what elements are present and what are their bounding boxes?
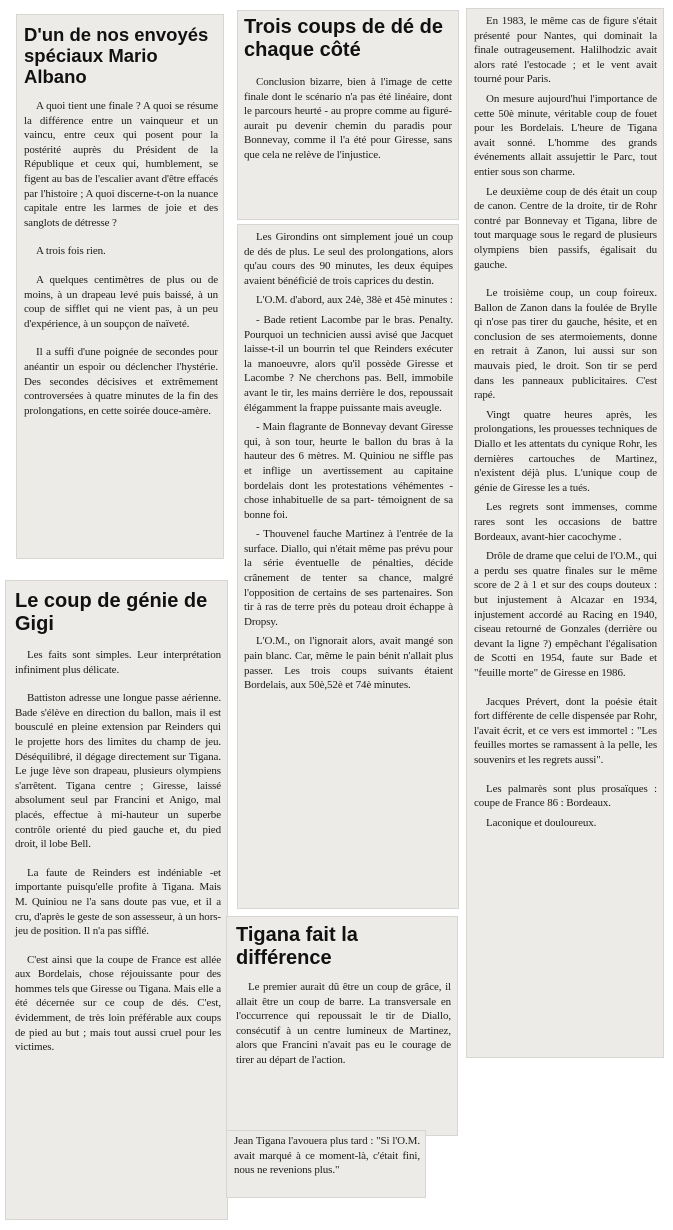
paragraph: Il a suffi d'une poignée de secondes pour anéantir un espoir ou déclencher l'hystérie. Des secondes décisives et extrêmement controversées à quatre minutes de la fin des prolongations, en cette soirée douce-amère. [24,346,218,417]
paragraph: Les regrets sont immenses, comme rares sont les occasions de battre Bordeaux, avant-hier cacochyme . [474,501,657,543]
clipping-trois-coups [237,10,459,220]
paragraph: A quoi tient une finale ? A quoi se résume la différence entre un vainqueur et un vaincu, entre ceux qui posent pour la postérité auprès du Président de la République et ceux qui, humblement, se figent au bas de l'escalier avant d'être effacés par l'histoire ; A quoi discerne-t-on la nuance capitale entre les larmes de joie et des sanglots de détresse ? [24,100,218,229]
paragraph: La faute de Reinders est indéniable -et importante puisqu'elle profite à Tigana. Mais M. Quiniou ne l'a sans doute pas vue, et il a cru, d'après le geste de son assesseur, à un hors-jeu de position. Il n'a pas sifflé. [15,866,221,938]
paragraph: Laconique et douloureux. [486,816,597,829]
paragraph: Les faits sont simples. Leur interprétation infiniment plus délicate. [15,649,221,676]
paragraph: C'est ainsi que la coupe de France est allée aux Bordelais, chose réjouissante pour des hommes tels que Giresse ou Tigana. Mais elle a été décernée sur ce coup de dés. C'est, évidemment, de très loin préférable aux coups de pied au but ; mais tout aussi cruel pour les victimes. [15,953,221,1054]
paragraph: Les Girondins ont simplement joué un coup de dés de plus. Le seul des prolongations, alors qu'au cours des 90 minutes, les deux équipes avaient bénéficié de trois caprices du destin. [244,231,453,287]
paragraph: Le premier aurait dû être un coup de grâce, il allait être un coup de barre. La transversale en l'occurrence qui repoussait le tir de Diallo, consécutif à un centre lumineux de Martinez, alors que Francini n'avait pas eu le courage de tirer au départ de l'action. [236,981,451,1066]
paragraph: L'O.M., on l'ignorait alors, avait mangé son pain blanc. Car, même le pain bénit n'allait plus passer. Les trois coups suivants étaient Bordelais, aux 50è,52è et 74è minutes. [244,635,453,692]
paragraph: A trois fois rien. [36,245,106,258]
clipping-coup-de-genie [5,580,228,1220]
clipping-tigana-quote [226,1130,426,1198]
paragraph: Le deuxième coup de dés était un coup de canon. Centre de la droite, tir de Rohr contré par Bonnevay et Tigana, libre de tout marquage sous le regard de plusieurs olympiens bien passifs, égalisait du gauche. [474,185,657,271]
paragraph: - Main flagrante de Bonnevay devant Giresse qui, à son tour, heurte le ballon du bras à la hauteur des 6 mètres. M. Quiniou ne siffle pas et inflige un avertissement au capitaine bordelais dont les protestations véhémentes -chose inhabituelle de sa part- témoignent de sa bonne foi. [244,421,453,521]
paragraph: A quelques centimètres de plus ou de moins, à un drapeau levé puis baissé, à un coup de sifflet qui ne vient pas, à un peu d'expérience, à un soupçon de naïveté. [24,273,218,330]
paragraph: Jacques Prévert, dont la poésie était fort différente de celle dispensée par Rohr, l'avait écrit, et ce vers est immortel : "Les feuilles mortes se ramassent à la pelle, les souvenirs et les regrets aussi". [474,695,657,766]
paragraph: Drôle de drame que celui de l'O.M., qui a perdu ses quatre finales sur le même score de 2 à 1 et sur des coups douteux : but injustement à Alcazar en 1934, injustement accordé au Racing en 1940, ciseau retourné de Gonzales (derrière ou devant la ligne ?) empêchant l'égalisation de Scotti en 1954, faute sur Bade et "feuille morte" de Giresse en 1986. [474,550,657,679]
clipping-tigana-difference [226,916,458,1136]
clipping-right-column [466,8,664,1058]
clipping-mario-albano [16,14,224,559]
paragraph: Vingt quatre heures après, les prolongations, les prouesses techniques de Diallo et les attentats du cynique Rohr, les dernières cartouches de Martinez, n'existent déjà plus. L'unique coup de génie de Giresse les a tués. [474,408,657,494]
paragraph: Conclusion bizarre, bien à l'image de cette finale dont le scénario n'a pas été linéaire, dont le parcours heurté - au propre comme au figuré- aurait pu devenir chemin du paradis pour Bonnevay, comme il l'a été pour Giresse, sans que cela ne relève de l'injustice. [244,76,452,161]
paragraph: Le troisième coup, un coup foireux. Ballon de Zanon dans la foulée de Brylle qi n'ose pas tirer du gauche, hésite, et en conclusion de ses atermoiements, donne en retrait à Zanon, lui aussi sur son mauvais pied, le droit. Son tir se perd dans les panneaux publicitaires. C'est rapé. [474,287,657,402]
clipping-girondins [237,224,459,909]
headline: Trois coups de dé de chaque côté [244,16,443,61]
paragraph: - Bade retient Lacombe par le bras. Penalty. Pourquoi un technicien aussi avisé que Jacquet laisse-t-il un bourrin tel que Reinders exécuter la manoeuvre, alors qu'il possède Giresse et Lacombe ? Ne cherchons pas. Bell, immobile avant le tir, les mains derrière le dos, repoussait élégamment la frappe puissante mais aveugle. [244,313,453,414]
headline: Le coup de génie de Gigi [15,590,208,635]
paragraph: En 1983, le même cas de figure s'était présenté pour Nantes, qui dominait la finale outrageusement. Halilhodzic avait alors raté l'estocade ; et le vent avait tourné pour Paris. [474,15,657,86]
paragraph: Jean Tigana l'avouera plus tard : "Si l'O.M. avait marqué à ce moment-là, c'était fini, nous ne revenions plus." [234,1135,420,1177]
paragraph: Battiston adresse une longue passe aérienne. Bade s'élève en direction du ballon, mais il est bousculé en pleine extension par Reinders qui le projette hors des limites du champ de jeu. Déséquilibré, il dégage directement sur Tigana. Le juge lève son drapeau, plusieurs olympiens s'arrêtent. Tigana centre ; Giresse, laissé absolument seul par Francini et Anigo, mal placés, effectue à mi-hauteur un superbe contrôle orienté du pied gauche et, du pied droit, il lobe Bell. [15,692,221,851]
paragraph: - Thouvenel fauche Martinez à l'entrée de la surface. Diallo, qui n'était même pas prévu pour la série éventuelle de pénalties, décide crânement de tenter sa chance, malgré l'opposition de certains de ses partenaires. Son tir à ras de terre près du poteau droit échappe à Dropsy. [244,528,453,628]
paragraph: L'O.M. d'abord, aux 24è, 38è et 45è minutes : [256,294,453,307]
paragraph: On mesure aujourd'hui l'importance de cette 50è minute, véritable coup de fouet pour les Bordelais. L'heure de Tigana avait sonné. L'homme des grands événements allait assujettir le Parc, tout entier sous son charme. [474,92,657,178]
headline: Tigana fait la différence [236,924,358,969]
paragraph: Les palmarès sont plus prosaïques : coupe de France 86 : Bordeaux. [474,782,657,810]
headline: D'un de nos envoyés spéciaux Mario Albano [24,24,209,87]
